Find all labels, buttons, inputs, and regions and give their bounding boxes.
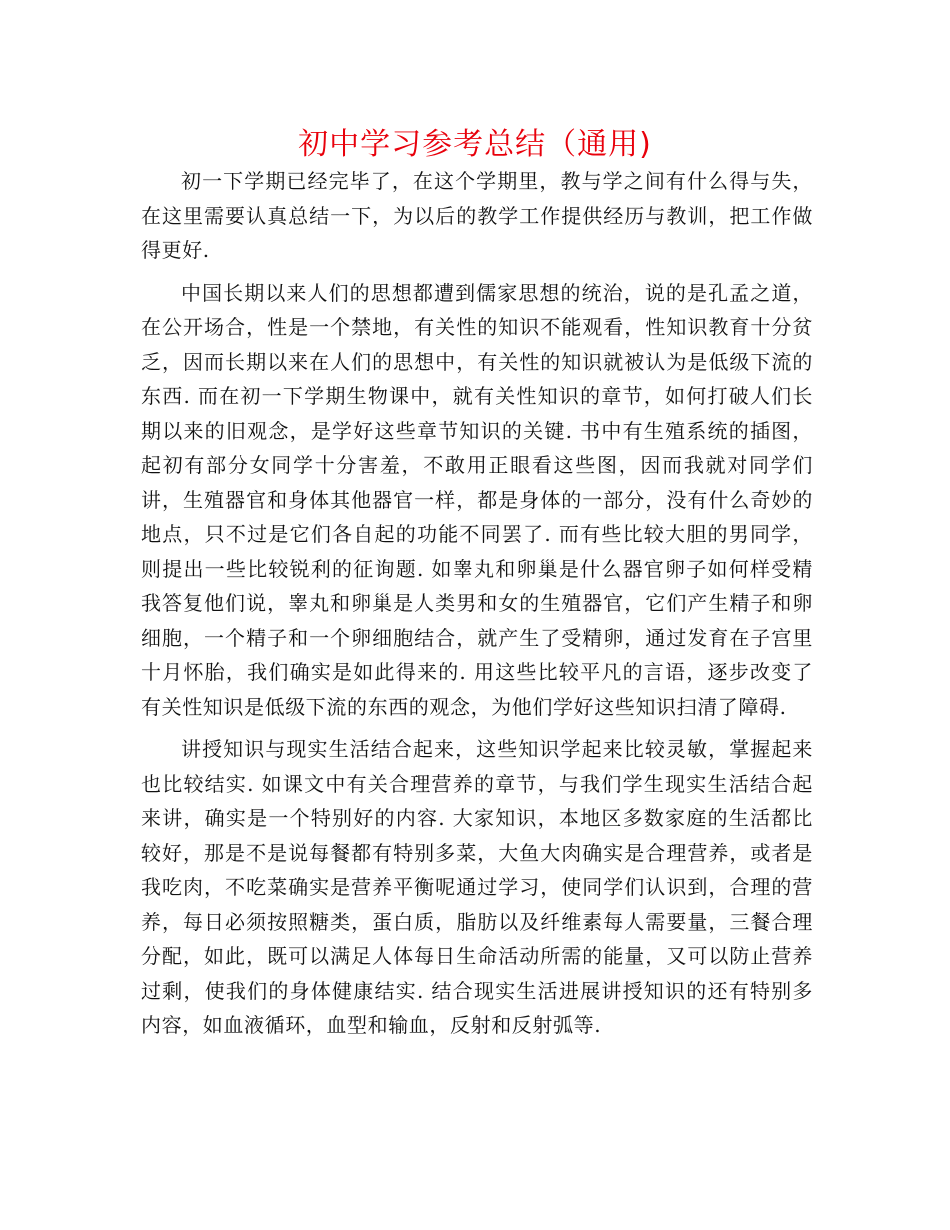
document-title: 初中学习参考总结（通用)	[298, 127, 652, 162]
paragraph-2: 中国长期以来人们的思想都遭到儒家思想的统治，说的是孔孟之道，在公开场合，性是一个禁地，有关性的知识不能观看，性知识教育十分贫乏，因而长期以来在人们的思想中，有关性的知识就被认为是低级下流的东西. 而在初一下学期生物课中，就有关性知识的章节，如何打破人们长期以来的旧观念，是学好这些章节知识的关键. 书中有生殖系统的插图，起初有部分女同学十分害羞，不敢用正眼看这些图，因而我就对同学们讲，生殖器官和身体其他器官一样，都是身体的一部分，没有什么奇妙的地点，只不过是它们各自起的功能不同罢了. 而有些比较大胆的男同学，则提出一些比较锐利的征询题. 如睾丸和卵巢是什么器官卵子如何样受精我答复他们说，睾丸和卵巢是人类男和女的生殖器官，它们产生精子和卵细胞，一个精子和一个卵细胞结合，就产生了受精卵，通过发育在子宫里十月怀胎，我们确实是如此得来的. 用这些比较平凡的言语，逐步改变了有关性知识是低级下流的东西的观念，为他们学好这些知识扫清了障碍.	[141, 280, 813, 719]
document-body	[141, 164, 813, 1051]
paragraph-3: 讲授知识与现实生活结合起来，这些知识学起来比较灵敏，掌握起来也比较结实. 如课文中有关合理营养的章节，与我们学生现实生活结合起来讲，确实是一个特别好的内容. 大家知识，本地区多数家庭的生活都比较好，那是不是说每餐都有特别多菜，大鱼大肉确实是合理营养，或者是我吃肉，不吃菜确实是营养平衡呢通过学习，使同学们认识到，合理的营养，每日必须按照糖类，蛋白质，脂肪以及纤维素每人需要量，三餐合理分配，如此，既可以满足人体每日生命活动所需的能量，又可以防止营养过剩，使我们的身体健康结实. 结合现实生活进展讲授知识的还有特别多内容，如血液循环，血型和输血，反射和反射弧等.	[141, 737, 813, 1037]
paragraph-1: 初一下学期已经完毕了，在这个学期里，教与学之间有什么得与失，在这里需要认真总结一下，为以后的教学工作提供经历与教训，把工作做得更好.	[141, 169, 813, 262]
